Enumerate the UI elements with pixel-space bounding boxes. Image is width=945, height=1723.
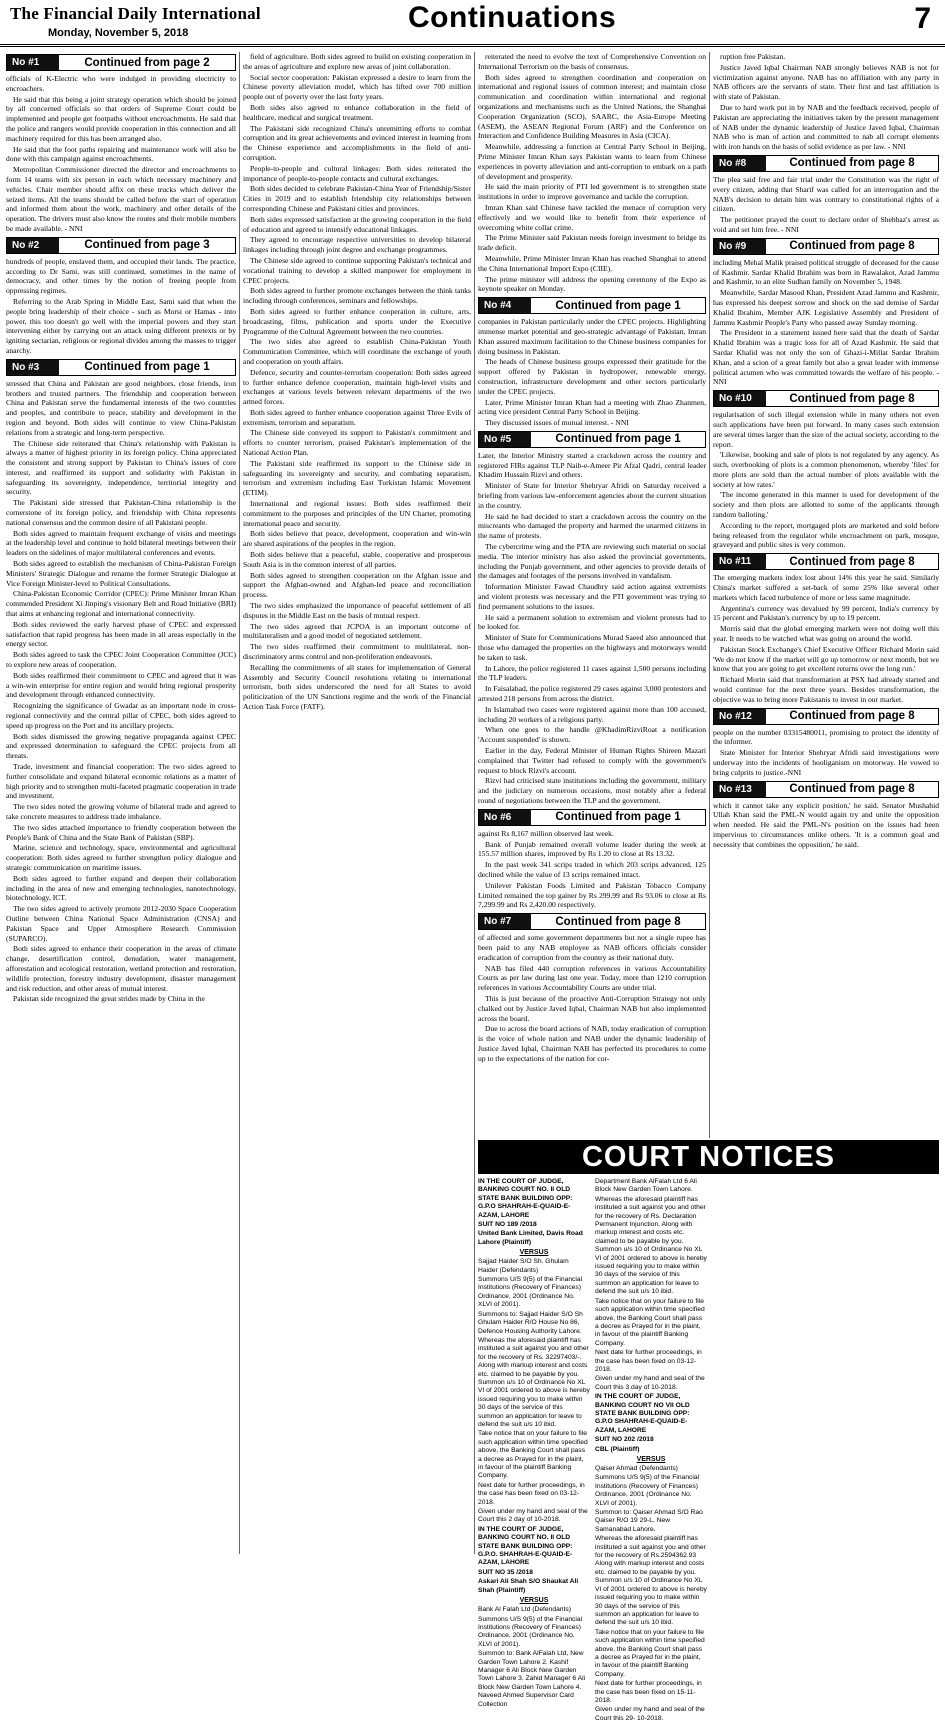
column-2 xyxy=(243,52,471,1554)
court-notice-text: Summons U/S 9(5) of the Financial Institutions (Recovery of Finances) Ordinance, 2001 (Ordinance No. XLVI of 2001). xyxy=(478,1615,583,1648)
story-paragraph: reiterated the need to evolve the text of Comprehensive Convention on International Terrorism on the basis of consensus. xyxy=(478,52,706,71)
story-header xyxy=(6,237,236,254)
story-block xyxy=(713,708,939,778)
story-paragraph: Both sides agreed to strengthen cooperation on the Afghan issue and support the Afghan-owned and Afghan-led peace and reconciliation process. xyxy=(243,570,471,600)
story-paragraph: Metropolitan Commissioner directed the director and encroachments to form 14 teams with six person in each which necessary machinery and vehicles. Chair member should affix on these trucks which deliver the seized items. All the teams should be called before the start of operation and informed them about the work, machinery and other details of the operation. The drivers must also know the routes and their mobile numbers be made available. - NNI xyxy=(6,165,236,233)
story-paragraph: The petitioner prayed the court to declare order of Shehbaz's arrest as void and set him free. - NNI xyxy=(713,215,939,234)
story-block xyxy=(243,52,471,712)
page-number: 7 xyxy=(914,2,931,35)
story-continued-label: Continued from page 8 xyxy=(789,555,915,568)
story-paragraph: Marine, science and technology, space, environmental and agricultural cooperation: Both sides agreed to further strengthen policy dialogue and strategic communication on maritime issues. xyxy=(6,843,236,872)
story-paragraph: Both sides agreed to further enhance cooperation in culture, arts, broadcasting, films, publication and sports under the Executive Programme of the Cultural Agreement between the two countries. xyxy=(243,306,471,336)
story-continued-label: Continued from page 2 xyxy=(84,56,210,69)
court-notice-text: Summons to: Sajjad Haider S/O Sh Ghulam Haider R/O House No 86, Defence Housing Authority Lahore. xyxy=(478,1310,583,1335)
story-block xyxy=(6,54,236,234)
court-notice-text: SUIT NO 202 /2018 xyxy=(595,1436,654,1444)
story-paragraph: people on the number 03315480011, promising to protect the identity of the informer. xyxy=(713,727,939,747)
story-paragraph: In Lahore, the police registered 11 cases against 1,500 persons including the TLP leaders. xyxy=(478,663,706,683)
court-notice-text: Take notice that on your failure to file such application within time specified above, the Banking Court shall pass a decree as Prayed for in the plaint, in favour of the plaintiff Banking Company. xyxy=(595,1297,705,1347)
story-paragraph: stressed that China and Pakistan are good neighbors, close friends, iron brothers and trusted partners. The friendship and cooperation between China and Pakistan serve the fundamental interests of the two countries and peoples, and contribute to peace, stability and development in the region and beyond. Both sides will continue to view China-Pakistan relations from a strategic and long-term perspective. xyxy=(6,378,236,437)
court-notice-text: Qaiser Ahmad (Defendants) xyxy=(595,1465,678,1472)
story-header xyxy=(713,781,939,798)
court-notice-text: Given under my hand and seal of the Court this 29- 10-2018. xyxy=(595,1706,705,1722)
story-paragraph: field of agriculture. Both sides agreed to build on existing cooperation in the areas of agriculture and explore new areas of joint collaboration. xyxy=(243,52,472,71)
story-paragraph: Both sides reviewed the early harvest phase of CPEC and expressed satisfaction that rapid progress has been made in all areas especially in the energy sector. xyxy=(6,619,236,649)
court-versus-label: VERSUS xyxy=(636,1456,666,1463)
court-notice-text: Bank Al Falah Ltd (Defendants) xyxy=(478,1606,571,1614)
story-paragraph: 'The income generated in this manner is used for development of the society and then plots are allotted to some of the applicants through random balloting.' xyxy=(713,490,939,520)
court-notice-text: United Bank Limited, Davis Road Lahore (Plaintiff) xyxy=(478,1230,583,1246)
story-paragraph: Information Minister Fawad Chaudhry said action against extremists and violent protests was necessary and the PTI government was trying to find permanent solutions to the issues. xyxy=(478,582,706,611)
story-paragraph: Both sides agreed to establish the mechanism of China-Pakistan Foreign Ministers' Strategic Dialogue and rename the former Strategic Dialogue at Vice Foreign Minister-level to Political Consultations. xyxy=(6,559,236,588)
court-notice-text: Summon to: Bank AlFalah Ltd, New Garden Town Lahore 2. Kashif Manager 6 Ali Block New Garden Town Lahore 3. Zahid Manager 6 Ali Block New Garden Town Lahore 4. Naveed Ahmed Supervisor Card Collection xyxy=(478,1650,586,1708)
story-paragraph: of affected and some government departments but not a single rupee has been paid to any NAB employee as NAB officers officials consider eradication of corruption from the country as their national duty. xyxy=(478,933,706,962)
story-paragraph: The Chinese side reiterated that China's relationship with Pakistan is always a matter of highest priority in its foreign policy. China appreciated the consistent and strong support by Pakistan to China's issues of core interest, and reaffirmed its support and solidarity with Pakistan in safeguarding its sovereignty, independence, territorial integrity and security. xyxy=(6,438,236,497)
story-paragraph: Both sides believe that peace, development, cooperation and win-win are shared aspirations of the peoples in the region. xyxy=(243,529,471,549)
story-number-tag: No #11 xyxy=(714,554,766,569)
story-paragraph: regularisation of such illegal extension while in many others not even such applications have been put forward. In many cases such extension are several times larger than the size of the actual society, according to the report. xyxy=(713,410,939,449)
story-paragraph: hundreds of people, enslaved them, and occupied their lands. The practice, according to Dr Sami, was still continued, sometimes in the name of democracy, and other times by the notion of freeing people from oppressing regimes. xyxy=(6,256,236,296)
story-paragraph: The two sides attached importance to friendly cooperation between the People's Bank of China and the State Bank of Pakistan (SBP). xyxy=(6,822,236,842)
court-notice-text: Take notice that on your failure to file such application within time specified above, the Banking Court shall pass a decree as Prayed for in the plaint, in favour of the plaintiff Banking Company. xyxy=(478,1430,588,1480)
story-paragraph: The two sides reaffirmed their commitment to multilateral, non-discriminatory arms control and non-proliferation endeavours. xyxy=(243,642,471,662)
story-paragraph: Both sides agreed to strengthen coordination and cooperation on international and regional issues of common interest; and maintain close communication and coordination within international and regional organizations and mechanisms such as the United Nations, the Shanghai Cooperation Organization (SCO), SAARC, the Asia-Europe Meeting (ASEM), the ASEAN Regional Forum (ARF) and the Conference on Interaction and Confidence Building Measures in Asia (CICA). xyxy=(478,72,706,141)
story-number-tag: No #12 xyxy=(714,709,766,724)
court-notice-text: Summon to: Qaiser Ahmad S/O Rao Qaiser R/O 19 29-L, New Samanabad Lahore. xyxy=(595,1509,703,1533)
story-continued-label: Continued from page 1 xyxy=(555,299,681,312)
story-number-tag: No #6 xyxy=(479,810,531,825)
story-header xyxy=(6,54,236,71)
story-paragraph: The Chinese side agreed to continue supporting Pakistan's technical and vocational training to develop a skilled manpower for employment in CPEC projects. xyxy=(243,255,471,285)
story-paragraph: He said he had decided to start a crackdown across the country on the miscreants who damaged the property and harmed the unarmed citizens in the name of protests. xyxy=(478,511,706,541)
story-paragraph: Both sides expressed satisfaction at the growing cooperation in the field of education and agreed to intensify educational linkages. xyxy=(243,214,471,234)
court-notice-text: IN THE COURT OF JUDGE, BANKING COURT NO VII OLD STATE BANK BUILDING OPP: G.P.O SHAHRAH-E-QUAID-E-AZAM, LAHORE xyxy=(595,1393,690,1434)
story-paragraph: Unilever Pakistan Foods Limited and Pakistan Tobacco Company Limited remained the top gainer by Rs 299.99 and Rs 93.06 to close at Rs 7,299.99 and Rs 2,420.00 respectively. xyxy=(478,880,706,910)
story-number-tag: No #7 xyxy=(479,914,531,929)
story-paragraph: ruption free Pakistan. xyxy=(720,52,786,61)
story-paragraph: The Pakistani side reaffirmed its support to the Chinese side in safeguarding its sovereignty and security, and combating separatism, terrorism and extremism including East Turkistan Islamic Movement (ETIM). xyxy=(243,458,471,498)
story-paragraph: The prime minister will address the opening ceremony of the Expo as keynote speaker on Monday. xyxy=(478,274,706,294)
story-paragraph: Justice Javed Iqbal Chairman NAB strongly believes NAB is not for victimization against anyone. NAB has no affiliation with any party in NAB officers are the servants of state. Their first and last affiliation is with state of Pakistan. xyxy=(713,62,939,102)
story-paragraph: Both sides decided to celebrate Pakistan-China Year of Friendship/Sister Cities in 2019 and to establish friendship city relationships between corresponding Chinese and Pakistani cities and provinces. xyxy=(243,184,471,213)
story-paragraph: This is just because of the proactive Anti-Corruption Strategy not only chalked out by Justice Javed Iqbal, Chairman NAB but also implemented across the board. xyxy=(478,993,706,1023)
story-paragraph: Both sides dismissed the growing negative propaganda against CPEC and expressed determination to safeguard the CPEC projects from all threats. xyxy=(6,731,236,761)
story-paragraph: He said the main priority of PTI led government is to strengthen state institutions in order to improve governance and tackle the corruption. xyxy=(478,182,706,202)
court-notice-text: Whereas the aforesaid plaintiff has instituted a suit against you and other for the recovery of Rs. 32297403/-. Along with markup interest and costs etc. claimed to be payable by you. Summon u/s 10 of Ordinance No XL VI of 2001 ordered to above is hereby issued requiring you to make within 30 days of the service of this summon an application for leave to defend the suit u/s 10 ibid. xyxy=(478,1336,590,1428)
story-paragraph: In Islamabad two cases were registered against more than 100 accused, including 20 workers of a religious party. xyxy=(478,704,706,724)
story-block xyxy=(713,155,939,235)
court-notice-text: Next date for further proceedings, in the case has been fixed on 15-11-2018. xyxy=(595,1680,702,1704)
story-paragraph: Due to hard work put in by NAB and the feedback received, people of Pakistan are appreciating the initiatives taken by the present management of NAB under the dynamic leadership of Justice Javed Iqbal, Chairman NAB who is man of action and committed to nab all corrupt elements with iron hands on the basis of solid evidence as per law. - NNI xyxy=(713,102,939,152)
story-paragraph: Recalling the commitments of all states for implementation of General Assembly and Security Council resolutions relating to international terrorism, both sides underscored the need for all States to avoid politicization of the UN Sanctions regime and the work of the Financial Action Task Force (FATF). xyxy=(243,662,471,711)
story-block xyxy=(6,237,236,356)
story-paragraph: NAB has filed 440 corruption references in various Accountability Courts as per law during last one year. Today, more than 1210 corruption references in various Accountability Courts are under trial. xyxy=(478,963,706,993)
story-paragraph: 'Likewise, booking and sale of plots is not regulated by any agency. As such, overbooking of plots is a common phenomenon, whereby 'files' for more plots are sold than the actual number of plots available with the society at low rates.' xyxy=(713,450,939,489)
story-paragraph: Both sides believe that a peaceful, stable, cooperative and prosperous South Asia is in the common interest of all parties. xyxy=(243,550,471,569)
story-paragraph: The two sides agreed to actively promote 2012-2030 Space Cooperation Outline between China National Space Administration (CNSA) and Pakistan Space and Upper Atmosphere Research Commission (SUPARCO). xyxy=(6,904,236,943)
story-header xyxy=(713,708,939,725)
court-notice-text: Take notice that on your failure to file such application within time specified above, the Banking Court shall pass a decree as Prayed for in the plaint, in favour of the plaintiff Banking Company. xyxy=(595,1628,705,1678)
story-continued-label: Continued from page 8 xyxy=(789,240,915,253)
story-header xyxy=(478,809,706,826)
story-paragraph: The cybercrime wing and the PTA are reviewing such material on social media. The interior ministry has also asked the provincial governments, including the Punjab government, and other agencies to provide details of the damages and footages of the persons involved in vandalism. xyxy=(478,542,706,581)
story-block xyxy=(6,359,236,1004)
story-number-tag: No #13 xyxy=(714,782,766,797)
story-paragraph: officials of K-Electric who were indulged in providing electricity to encroachers. xyxy=(6,74,236,93)
story-continued-label: Continued from page 8 xyxy=(789,783,915,796)
court-notice-text: Whereas the aforesaid plaintiff has instituted a suit against you and other for the recovery of Rs.2594362.93 Along with markup interest and costs etc. claimed to be payable by you. Summon u/s 10 of Ordinance No XL VI of 2001 ordered to above is hereby issued requiring you to make within 30 days of the service of this summon an application for leave to defend the suit u/s 10 ibid. xyxy=(595,1535,707,1627)
story-paragraph: Morris said that the global emerging markets were not doing well this year. It needs to be watched what was going on around the world. xyxy=(713,624,939,644)
story-header xyxy=(713,553,939,570)
story-paragraph: They agreed to encourage respective universities to develop bilateral linkages including through joint degree and exchange programmes. xyxy=(243,235,471,255)
story-block xyxy=(713,781,939,850)
story-header xyxy=(713,390,939,407)
story-block xyxy=(713,390,939,550)
court-notice-text: Given under my hand and seal of the Court this 2 day of 10-2018. xyxy=(478,1508,588,1524)
story-block xyxy=(478,809,706,910)
story-paragraph: Both sides agreed to task the CPEC Joint Cooperation Committee (JCC) to explore new areas of cooperation. xyxy=(6,650,236,670)
story-paragraph: Both sides reaffirmed their commitment to CPEC and agreed that it was a win-win enterprise for entire region and would bring regional prosperity and development through enhanced connectivity. xyxy=(6,670,236,700)
story-paragraph: China-Pakistan Economic Corridor (CPEC): Prime Minister Imran Khan commended President Xi Jinping's visionary Belt and Road Initiative (BRI) that aims at enhancing regional and international connectivity. xyxy=(6,589,236,619)
story-paragraph: The two sides noted the growing volume of bilateral trade and agreed to take concrete measures to address trade imbalance. xyxy=(6,802,236,821)
story-paragraph: which it cannot take any explicit position,' he said. Senator Mushahid Ullah Khan said the PML-N would again try and unite the opposition when needed. He said the PML-N's position on the issues had been impervious to circumstances unlike others. 'It is a common goal and necessity that combines the opposition,' he said. xyxy=(713,800,939,849)
story-header xyxy=(478,431,706,448)
story-number-tag: No #4 xyxy=(479,298,531,313)
story-block xyxy=(478,913,706,1063)
story-block xyxy=(713,52,939,152)
court-notice-text: Department Bank AlFalah Ltd 6 Ali Block New Garden Town Lahore. xyxy=(595,1178,697,1194)
story-paragraph: The Prime Minister said Pakistan needs foreign investment to bridge its trade deficit. xyxy=(478,233,706,253)
story-paragraph: Meanwhile, Sardar Masood Khan, President Azad Jammu and Kashmir, has expressed his deepest sorrow and shock on the sad demise of Sardar Khalid Ibrahim, Member AJK Legislative Assembly and President of Jammu Kashmir People's Party who passed away Sunday morning. xyxy=(713,288,939,327)
court-notice-text: SUIT NO 189 /2018 xyxy=(478,1221,537,1229)
story-block xyxy=(713,238,939,387)
story-paragraph: Trade, investment and financial cooperation: The two sides agreed to further consolidate and expand bilateral economic relations as a matter of high priority and to strengthen multi-faceted pragmatic cooperation in trade and investment. xyxy=(6,762,236,801)
story-number-tag: No #5 xyxy=(479,432,531,447)
court-notice-text: IN THE COURT OF JUDGE, BANKING COURT NO. II OLD STATE BANK BUILDING OPP: G.P.O SHAHRAH-E-QUAID-E-AZAM, LAHORE xyxy=(478,1178,573,1219)
story-block xyxy=(478,297,706,428)
court-notice-text: Sajjad Haider S/O Sh. Ghulam Haider (Defendants) xyxy=(478,1258,569,1274)
story-paragraph: Meanwhile, Prime Minister Imran Khan has reached Shanghai to attend the China International Import Expo (CIIE). xyxy=(478,253,706,273)
column-rule xyxy=(709,52,710,1138)
story-paragraph: The President in a statement issued here said that the death of Sardar Khalid Ibrahim was a tragic loss for all of Azad Kashmir. He said that Sardar Khalid was not only the son of Ghazi-i-Millat Sardar Ibrahim Khan, and a scion of a great family but also a great leader with immense political acumen who was committed towards the welfare of his people. - NNI xyxy=(713,328,939,387)
story-continued-label: Continued from page 1 xyxy=(555,433,681,446)
story-paragraph: International and regional issues: Both sides reaffirmed their commitment to the purposes and principles of the UN Charter, promoting international peace and security. xyxy=(243,499,471,528)
story-header xyxy=(478,913,706,930)
story-paragraph: Both sides agreed to further enhance cooperation against Three Evils of extremism, terrorism and separatism. xyxy=(243,407,471,427)
newspaper-name: The Financial Daily International xyxy=(10,4,261,23)
story-continued-label: Continued from page 8 xyxy=(789,157,915,170)
story-block xyxy=(478,52,706,294)
story-paragraph: The two sides agreed that JCPOA is an important outcome of multilateralism and a good model of negotiated settlement. xyxy=(243,621,471,641)
story-paragraph: When one goes to the handle @KhadimRizviRoat a notification 'Account suspended' is shown. xyxy=(478,725,706,745)
court-notice-text: Next date for further proceedings, in the case has been fixed on 03-12-2018. xyxy=(595,1349,702,1373)
story-paragraph: companies in Pakistan particularly under the CPEC projects. Highlighting immense market potential and geo-strategic advantage of Pakistan, Imran Khan assured maximum facilitation to the Chinese business companies for doing business in Pakistan. xyxy=(478,317,706,356)
story-header xyxy=(478,297,706,314)
story-paragraph: People-to-people and cultural linkages: Both sides reiterated the importance of people-to-people contacts and cultural exchanges. xyxy=(243,163,471,183)
story-paragraph: They discussed issues of mutual interest. - NNI xyxy=(485,418,629,428)
story-paragraph: Bank of Punjab remained overall volume leader during the week at 155.57 million shares, improved by Rs 1.20 to close at Rs 13.32. xyxy=(478,839,706,859)
story-paragraph: Defence, security and counter-terrorism cooperation: Both sides agreed to further enhance defence cooperation, maintain high-level visits and exchanges at various levels between relevant departments of the two armed forces. xyxy=(243,367,471,407)
story-paragraph: He said that the foot paths repairing and maintenance work will also be done with this campaign against encroachments. xyxy=(6,144,236,164)
story-block xyxy=(713,553,939,704)
story-paragraph: Both sides agreed to maintain frequent exchange of visits and meetings at the leadership level and continue to hold bilateral meetings between their leaders on the sidelines of major multilateral conferences and events. xyxy=(6,528,236,558)
story-continued-label: Continued from page 1 xyxy=(84,361,210,374)
story-continued-label: Continued from page 1 xyxy=(555,811,681,824)
story-number-tag: No #1 xyxy=(7,55,59,70)
story-paragraph: Imran Khan said Chinese have tackled the menace of corruption very effectively and we would like to benefit from their experience of overcoming white collar crime. xyxy=(478,202,706,232)
court-notice-text: SUIT NO 35 /2018 xyxy=(478,1568,534,1576)
story-continued-label: Continued from page 8 xyxy=(555,915,681,928)
story-paragraph: Rizvi had criticised state institutions including the government, military and the judiciary on numerous occasions, most notably after a federal round of negotiations between the TLP and the government. xyxy=(478,776,706,805)
court-notices-banner: COURT NOTICES xyxy=(478,1140,939,1174)
story-paragraph: including Mehal Malik praised political struggle of deceased for the cause of Kashmir. Sardar Khalid Ibrahim was born in Rawalakot, Azad Jammu and Kashmir, to an elite Sudhan family on November 5, 1948. xyxy=(713,257,939,287)
story-header xyxy=(713,238,939,255)
story-paragraph: The Chinese side conveyed its support to Pakistan's commitment and efforts to counter terrorism, praised Pakistan's implementation of the National Action Plan. xyxy=(243,428,471,458)
court-versus-label: VERSUS xyxy=(519,1249,549,1257)
story-paragraph: State Minister for Interior Shehryar Afridi said investigations were underway into the incidents of hooliganism on motorway. He vowed to bring culprits to justice.-NNI xyxy=(713,748,939,777)
story-paragraph: against Rs 8,167 million observed last week. xyxy=(478,828,614,838)
story-paragraph: The Pakistani side recognized China's unremitting efforts to combat corruption and its great achievements and evinced interest in learning from the Chinese experience and accomplishments in the field of anti-corruption. xyxy=(243,123,471,162)
section-title: Continuations xyxy=(408,1,617,34)
story-header xyxy=(6,359,236,376)
story-paragraph: Later, Prime Minister Imran Khan had a meeting with Zhao Zhanmen, acting vice president Central Party School in Beijing. xyxy=(478,397,706,417)
story-continued-label: Continued from page 8 xyxy=(789,710,915,723)
story-paragraph: He said that this being a joint strategy operation which should be joined by all concerned officials so that orders of Supreme Court could be implemented and people get footpaths without encroachments. He said that the police and rangers would provide cooperation in this connection and all machinery required for this has been arranged also. xyxy=(6,94,236,143)
story-paragraph: Pakistan side recognized the great strides made by China in the xyxy=(13,994,205,1004)
story-block xyxy=(478,431,706,806)
story-number-tag: No #10 xyxy=(714,391,766,406)
story-number-tag: No #8 xyxy=(714,156,766,171)
story-paragraph: He said a permanent solution to extremism and violent protests had to be looked for. xyxy=(478,612,706,632)
story-paragraph: Both sides agreed to enhance their cooperation in the areas of climate change, desertification control, denudation, water management, afforestation and ecological restoration, wetland protection and restoration, wildlife protection, forestry industry development, disaster management and risk reduction, and other areas of mutual interest. xyxy=(6,944,236,993)
story-paragraph: In the past week 341 scrips traded in which 203 scrips advanced, 125 declined while the value of 13 scrips remained intact. xyxy=(478,860,706,879)
story-paragraph: Both sides agreed to further promote exchanges between the think tanks including through conferences, seminars and fellowships. xyxy=(243,286,471,306)
court-notice-text: Next date for further proceedings, in the case has been fixed on 03-12-2018. xyxy=(478,1481,585,1506)
story-paragraph: Due to across the board actions of NAB, today eradication of corruption is the voice of whole nation and NAB under the dynamic leadership of Justice Javed Iqbal, Chairman NAB has perfected its procedures to come up to the expectations of the nation for cor- xyxy=(478,1024,706,1063)
story-paragraph: Recognizing the significance of Gwadar as an important node in cross-regional connectivity and the central pillar of CPEC, both sides agreed to speed up progress on the Port and its ancillary projects. xyxy=(6,701,236,730)
story-paragraph: In Faisalabad, the police registered 29 cases against 3,000 protestors and arrested 218 persons from across the district. xyxy=(478,684,706,704)
story-paragraph: Social sector cooperation: Pakistan expressed a desire to learn from the Chinese poverty alleviation model, which has lifted over 700 million people out of poverty over the last forty years. xyxy=(243,72,471,102)
court-versus-label: VERSUS xyxy=(519,1597,549,1605)
court-notice-text: CBL (Plaintiff) xyxy=(595,1445,640,1453)
column-rule xyxy=(239,52,240,1554)
story-continued-label: Continued from page 8 xyxy=(789,392,915,405)
court-notice-text: Given under my hand and seal of the Court this 3 day of 10-2018. xyxy=(595,1375,705,1391)
court-notice-text: IN THE COURT OF JUDGE, BANKING COURT NO. II OLD STATE BANK BUILDING OPP: G.P.O. SHAHRAH-E-QUAID-E-AZAM, LAHORE xyxy=(478,1525,573,1567)
story-paragraph: Earlier in the day, Federal Minister of Human Rights Shireen Mazari complained that Twitter had refused to comply with the government's request to block Rizvi's account. xyxy=(478,746,706,775)
court-notice-text: Summons U/S 9(5) of the Financial Institutions (Recovery of Finances) Ordinance, 2001 (Ordinance No. XLVI of 2001). xyxy=(478,1276,583,1309)
story-number-tag: No #2 xyxy=(7,238,59,253)
masthead xyxy=(0,0,945,47)
issue-date: Monday, November 5, 2018 xyxy=(48,27,189,39)
story-paragraph: The Pakistani side stressed that Pakistan-China relationship is the cornerstone of its foreign policy, and friendship with China represents national consensus and the common desire of all Pakistani people. xyxy=(6,498,236,527)
story-paragraph: Meanwhile, addressing a function at Central Party School in Beijing, Prime Minister Imran Khan says Pakistan wants to learn from Chinese experiences in poverty alleviation and anti-corruption to embark on a path of development and prosperity. xyxy=(478,142,706,181)
story-paragraph: The two sides emphasized the importance of peaceful settlement of all disputes in the Middle East on the basis of mutual respect. xyxy=(243,601,471,620)
story-paragraph: Both sides agreed to further expand and deepen their collaboration including in the area of new and emerging technologies, nanotechnology, biotechnology, ICT. xyxy=(6,873,236,903)
story-paragraph: Pakistan Stock Exchange's Chief Executive Officer Richard Morin said 'We do not know if the market will go up tomorrow or next month, but we know that you are going to get excellent returns over the long run.' xyxy=(713,644,939,674)
story-paragraph: According to the report, mortgaged plots are marketed and sold before being released from the regulator while encroachment on park, mosque, graveyard and public sites is very common. xyxy=(713,520,939,550)
story-number-tag: No #9 xyxy=(714,239,766,254)
story-paragraph: Richard Morin said that transformation at PSX had already started and would continue for the next three years. Besides transformation, the objective was to bring more Pakistanis to invest in our market. xyxy=(713,675,939,704)
column-1 xyxy=(6,52,236,1554)
court-notice-column-2 xyxy=(595,1178,707,1722)
story-paragraph: Both sides also agreed to enhance collaboration in the field of healthcare, medical and surgical treatment. xyxy=(243,102,471,122)
story-paragraph: Later, the Interior Ministry started a crackdown across the country and registered FIRs against TLP Naib-e-Ameer Pir Afzal Qadri, central leader Khadim Hussain Rizvi and others. xyxy=(478,450,706,480)
story-paragraph: Minister of State for Communications Murad Saeed also announced that those who damaged the properties on the highways and motorways would be taken to task. xyxy=(478,633,706,662)
story-paragraph: The emerging markets index lost about 14% this year he said. Similarly China's market suffered a set-back of some 25% like several other markets which faced turbulence of more or less same magnitude. xyxy=(713,573,939,602)
column-3 xyxy=(478,52,706,1138)
court-notice-text: Whereas the aforesaid plaintiff has instituted a suit against you and other for the recovery of Rs. Declaration Permanent Injunction. Along with markup interest and costs etc. claimed to be payable by you. Summon u/s 10 of Ordinance No XL VI of 2001 ordered to above is hereby issued requiring you to make within 30 days of the service of this summon an application for leave to defend the suit u/s 10 ibid. xyxy=(595,1195,707,1296)
story-paragraph: The two sides also agreed to establish China-Pakistan Youth Communication Committee, which will coordinate the exchange of youth and cooperation on youth affairs. xyxy=(243,337,471,366)
court-notice-text: Askari Ali Shah S/O Shaukat Ali Shah (Plaintiff) xyxy=(478,1578,579,1594)
column-rule xyxy=(474,52,475,1554)
story-header xyxy=(713,155,939,172)
story-paragraph: The plea said free and fair trial under the Constitution was the right of every citizen, adding that Sharif was called for an interrogation and the NAB's decision to detain him was contrary to constitutional rights of a citizen. xyxy=(713,174,939,214)
story-paragraph: Argentina's currency was devalued by 99 percent, India's currency by 15 percent and Pakistan's currency by up to 19 percent. xyxy=(713,603,939,623)
column-4 xyxy=(713,52,939,1138)
story-continued-label: Continued from page 3 xyxy=(84,239,210,252)
story-paragraph: The heads of Chinese business groups expressed their gratitude for the support offered by Pakistan in hydropower, renewable energy, construction, infrastructure development and other sectors particularly under the CPEC projects. xyxy=(478,357,706,396)
story-paragraph: Referring to the Arab Spring in Middle East, Sami said that when the people bring leadership of their choice - such as Morsi or Hamas - into power, this too doesn't go well with the imperial powers and they start intervening either by carrying out an attack using different pretexts or by igniting sectarian, religious or regional divides among the masses to trigger anarchy. xyxy=(6,296,236,355)
court-notice-column-1 xyxy=(478,1178,590,1708)
story-number-tag: No #3 xyxy=(7,360,59,375)
story-paragraph: Minister of State for Interior Shehryar Afridi on Saturday received a briefing from various law-enforcement agencies about the current situation in the country. xyxy=(478,481,706,510)
court-notice-text: Summons U/S 9(5) of the Financial Institutions (Recovery of Finances) Ordinance, 2001 (Ordinance No. XLVI of 2001). xyxy=(595,1474,700,1507)
